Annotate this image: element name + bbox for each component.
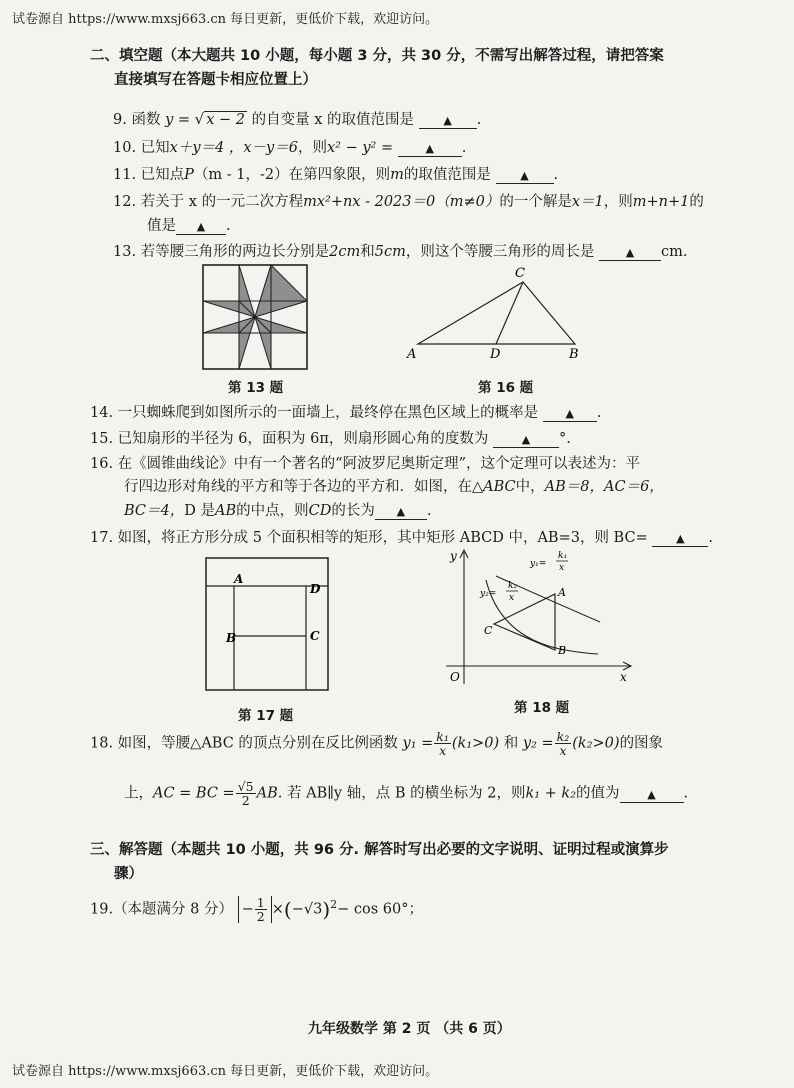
svg-text:x: x [509,593,515,603]
label-A: A [234,572,244,586]
question-16-line2: 行四边形对角线的平方和等于各边的平方和．如图，在△ABC中，AB＝8，AC＝6， [124,479,664,495]
figure-13-caption: 第 13 题 [228,380,284,396]
label-B: B [569,347,579,362]
answer-blank: ▲ [176,218,226,235]
absolute-value: − $\frac{1}{2}$ [238,896,272,923]
answer-blank: ▲ [496,167,554,184]
answer-blank: ▲ [652,530,708,547]
answer-blank: ▲ [375,503,427,520]
figure-16-caption: 第 16 题 [478,380,534,396]
label-A: A [407,347,417,362]
figure-17-square [200,552,335,700]
figure-17-caption: 第 17 题 [238,708,294,724]
question-18-line2: 上，AC = BC = $\frac{√5}{2}$ AB. 若 AB∥y 轴，点 B 的横坐标为 2，则k₁ + k₂的值为 ▲ . [124,779,689,809]
axis-x-label: x [620,670,627,684]
answer-blank: ▲ [398,140,462,157]
curve-y1-label: y₁= [530,559,547,569]
section2-heading-line1: 二、填空题（本大题共 10 小题，每小题 3 分，共 30 分，不需写出解答过程，请把答案 [90,48,664,64]
answer-blank: ▲ [543,405,597,422]
label-D: D [490,347,501,362]
label-B: B [558,644,567,657]
label-C: C [515,266,525,281]
figure-18-graph [440,546,640,690]
figure-13-grid [200,262,310,372]
question-number: 9. [113,112,127,128]
watermark-top: 试卷源自 https://www.mxsj663.cn 每日更新，更低价下载，欢迎访问。 [12,12,439,27]
figure-16-triangle [405,262,590,362]
label-D: D [310,582,321,596]
answer-blank: ▲ [620,786,684,803]
svg-text:k₂: k₂ [508,581,518,591]
sqrt-radical: √ [194,110,205,128]
label-A: A [558,586,566,599]
question-15: 15. 已知扇形的半径为 6，面积为 6π，则扇形圆心角的度数为 ▲ °. [90,431,571,447]
curve-y2-label: y₂= [480,589,497,599]
question-16: 16. 在《圆锥曲线论》中有一个著名的“阿波罗尼奥斯定理”，这个定理可以表述为：平 [90,456,640,472]
question-13: 13. 若等腰三角形的两边长分别是2cm和5cm，则这个等腰三角形的周长是 ▲ cm. [113,244,688,260]
section3-heading-line2: 骤） [114,866,143,882]
question-17: 17. 如图，将正方形分成 5 个面积相等的矩形，其中矩形 ABCD 中，AB=3，则 BC= ▲ . [90,530,713,546]
question-10: 10. 已知x＋y＝4 ，x－y＝6，则x² − y² = ▲ . [113,140,467,156]
question-9: 9. 函数 y = √ x − 2 的自变量 x 的取值范围是 ▲ . [113,110,482,128]
svg-text:k₁: k₁ [558,551,568,561]
question-19: 19.（本题满分 8 分） − $\frac{1}{2}$ $\times(-√3)^2- \cos 60^\circ$； [90,895,424,925]
page-footer: 九年级数学 第 2 页 （共 6 页） [308,1021,511,1037]
question-14: 14. 一只蜘蛛爬到如图所示的一面墙上，最终停在黑色区域上的概率是 ▲ . [90,405,602,421]
radicand: x − 2 [206,112,245,128]
figure-18-caption: 第 18 题 [514,700,570,716]
label-C: C [484,624,493,637]
question-16-line3: BC＝4，D 是AB的中点，则CD的长为 ▲ . [124,503,432,519]
question-12-line2: 值是 ▲ . [147,218,231,234]
origin-label: O [450,670,460,684]
question-11: 11. 已知点P（m - 1，-2）在第四象限，则m的取值范围是 ▲ . [113,167,559,183]
label-C: C [310,629,320,643]
question-18: 18. 如图，等腰△ABC 的顶点分别在反比例函数 y₁ = $\frac{\text{k₁}}{x}$ (k₁>0) 和 y₂ = $\frac{\text{k₂}}{x}$ (k₂>0)的图象 [90,729,664,759]
answer-blank: ▲ [599,244,661,261]
section3-heading-line1: 三、解答题（本题共 10 小题，共 96 分. 解答时写出必要的文字说明、证明过程或演算步 [90,842,669,858]
section2-heading-line2: 直接填写在答题卡相应位置上） [114,72,317,88]
svg-text:x: x [559,563,565,573]
answer-blank: ▲ [493,431,559,448]
question-12: 12. 若关于 x 的一元二次方程mx²+nx - 2023＝0（m≠0）的一个解是x＝1，则m+n+1的 [113,194,704,210]
axis-y-label: y [450,549,457,563]
answer-blank: ▲ [419,112,477,129]
watermark-bottom: 试卷源自 https://www.mxsj663.cn 每日更新，更低价下载，欢迎访问。 [12,1064,439,1079]
label-B: B [226,631,237,645]
